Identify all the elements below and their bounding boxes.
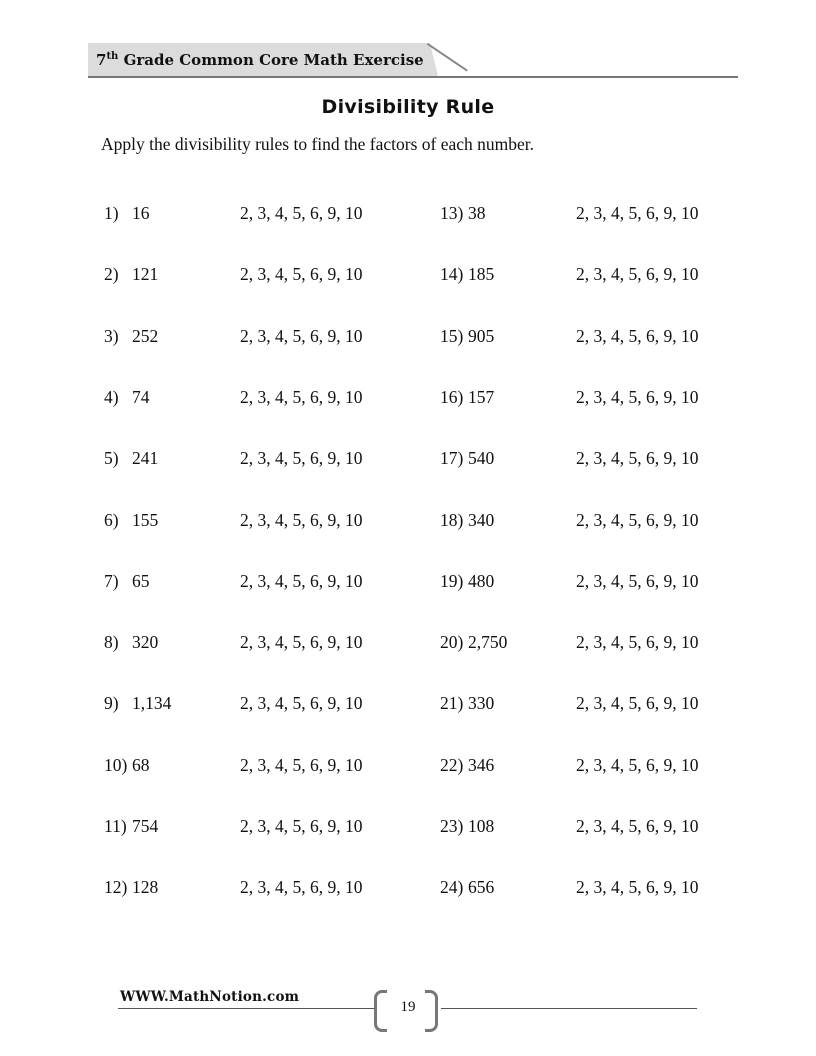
problem-options: 2, 3, 4, 5, 6, 9, 10 — [240, 448, 363, 468]
header-divider — [88, 76, 738, 78]
problem-value: 340 — [468, 510, 495, 530]
problem-number: 18) — [440, 510, 464, 530]
instructions: Apply the divisibility rules to find the factors of each number. — [101, 134, 535, 154]
problem-value: 330 — [468, 693, 495, 713]
problem-value: 252 — [132, 326, 159, 346]
problem-value: 155 — [132, 510, 159, 530]
problem-number: 12) — [104, 877, 128, 897]
problem-options: 2, 3, 4, 5, 6, 9, 10 — [240, 693, 363, 713]
problem-number: 14) — [440, 264, 464, 284]
problem-options: 2, 3, 4, 5, 6, 9, 10 — [240, 571, 363, 591]
problem-value: 121 — [132, 264, 159, 284]
problem-value: 754 — [132, 816, 159, 836]
problem-options: 2, 3, 4, 5, 6, 9, 10 — [576, 571, 699, 591]
problem-options: 2, 3, 4, 5, 6, 9, 10 — [576, 387, 699, 407]
problem-value: 108 — [468, 816, 495, 836]
problem-number: 19) — [440, 571, 464, 591]
problem-value: 38 — [468, 203, 486, 223]
problem-value: 65 — [132, 571, 150, 591]
problem-number: 9) — [104, 693, 119, 713]
problem-options: 2, 3, 4, 5, 6, 9, 10 — [576, 693, 699, 713]
problem-value: 16 — [132, 203, 150, 223]
problem-options: 2, 3, 4, 5, 6, 9, 10 — [240, 326, 363, 346]
problem-options: 2, 3, 4, 5, 6, 9, 10 — [576, 510, 699, 530]
problem-options: 2, 3, 4, 5, 6, 9, 10 — [240, 755, 363, 775]
right-bracket-icon — [425, 990, 438, 1032]
problem-number: 21) — [440, 693, 464, 713]
problem-value: 540 — [468, 448, 495, 468]
problem-number: 3) — [104, 326, 119, 346]
header-title — [96, 51, 424, 69]
problem-options: 2, 3, 4, 5, 6, 9, 10 — [576, 755, 699, 775]
header-grade-suffix: th — [106, 51, 119, 62]
problem-options: 2, 3, 4, 5, 6, 9, 10 — [240, 203, 363, 223]
problem-number: 20) — [440, 632, 464, 652]
problem-number: 4) — [104, 387, 119, 407]
problem-options: 2, 3, 4, 5, 6, 9, 10 — [576, 326, 699, 346]
problem-number: 10) — [104, 755, 128, 775]
problem-number: 6) — [104, 510, 119, 530]
problem-options: 2, 3, 4, 5, 6, 9, 10 — [576, 448, 699, 468]
header-grade: 7 — [96, 51, 107, 69]
problem-number: 22) — [440, 755, 464, 775]
problem-number: 11) — [104, 816, 127, 836]
footer-divider-right — [441, 1008, 697, 1009]
problem-value: 320 — [132, 632, 159, 652]
problem-value: 241 — [132, 448, 159, 468]
problem-options: 2, 3, 4, 5, 6, 9, 10 — [240, 387, 363, 407]
problem-value: 905 — [468, 326, 495, 346]
problem-value: 480 — [468, 571, 495, 591]
problem-options: 2, 3, 4, 5, 6, 9, 10 — [576, 264, 699, 284]
problem-options: 2, 3, 4, 5, 6, 9, 10 — [240, 264, 363, 284]
problem-value: 157 — [468, 387, 495, 407]
problem-value: 1,134 — [132, 693, 172, 713]
page-title: Divisibility Rule — [321, 96, 495, 118]
problem-value: 185 — [468, 264, 495, 284]
problem-options: 2, 3, 4, 5, 6, 9, 10 — [240, 816, 363, 836]
problem-options: 2, 3, 4, 5, 6, 9, 10 — [576, 816, 699, 836]
problem-options: 2, 3, 4, 5, 6, 9, 10 — [240, 877, 363, 897]
problem-value: 68 — [132, 755, 150, 775]
problem-value: 656 — [468, 877, 495, 897]
problem-options: 2, 3, 4, 5, 6, 9, 10 — [576, 877, 699, 897]
problem-value: 128 — [132, 877, 159, 897]
problem-options: 2, 3, 4, 5, 6, 9, 10 — [576, 203, 699, 223]
problem-options: 2, 3, 4, 5, 6, 9, 10 — [240, 510, 363, 530]
problem-options: 2, 3, 4, 5, 6, 9, 10 — [240, 632, 363, 652]
problem-number: 17) — [440, 448, 464, 468]
problem-number: 2) — [104, 264, 119, 284]
left-bracket-icon — [374, 990, 387, 1032]
problem-number: 16) — [440, 387, 464, 407]
problem-number: 1) — [104, 203, 119, 223]
problem-value: 346 — [468, 755, 495, 775]
problem-number: 7) — [104, 571, 119, 591]
problem-number: 23) — [440, 816, 464, 836]
problem-value: 74 — [132, 387, 150, 407]
problem-number: 24) — [440, 877, 464, 897]
problem-value: 2,750 — [468, 632, 508, 652]
problem-number: 13) — [440, 203, 464, 223]
problem-number: 5) — [104, 448, 119, 468]
page-number: 19 — [400, 999, 416, 1015]
problem-number: 15) — [440, 326, 464, 346]
problem-number: 8) — [104, 632, 119, 652]
footer-divider-left — [118, 1008, 374, 1009]
footer-website: WWW.MathNotion.com — [120, 989, 300, 1005]
header-title-text: Grade Common Core Math Exercise — [123, 51, 424, 69]
problem-options: 2, 3, 4, 5, 6, 9, 10 — [576, 632, 699, 652]
